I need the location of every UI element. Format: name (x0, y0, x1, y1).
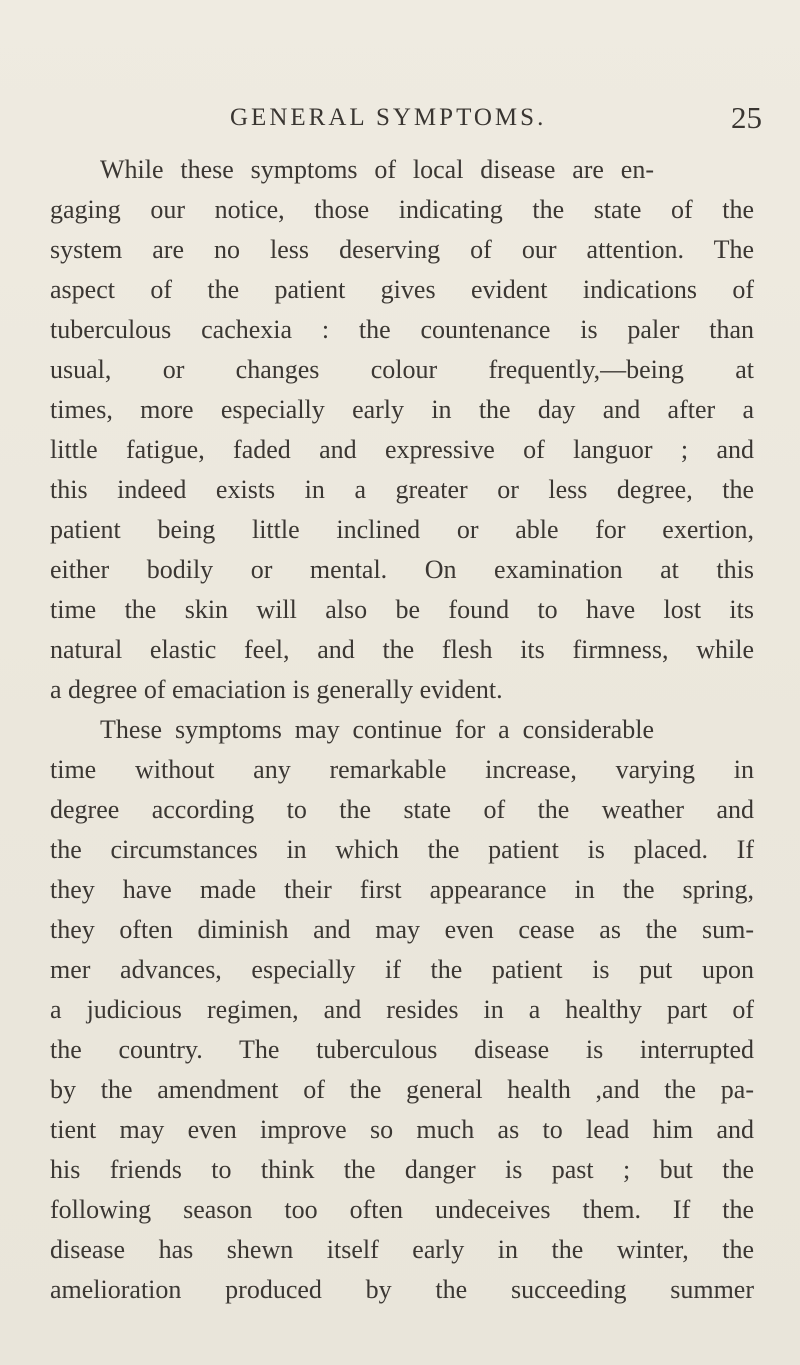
text-line: These symptoms may continue for a considerable (100, 715, 654, 744)
text-line: tuberculous cachexia : the countenance is paler than (50, 315, 754, 344)
text-line: a judicious regimen, and resides in a healthy part of (50, 995, 754, 1024)
text-line: system are no less deserving of our attention. The (50, 235, 754, 264)
text-line: the country. The tuberculous disease is interrupted (50, 1035, 754, 1064)
text-line: they have made their first appearance in the spring, (50, 875, 754, 904)
text-line: patient being little inclined or able for exertion, (50, 515, 754, 544)
text-line: by the amendment of the general health ,and the pa- (50, 1075, 754, 1104)
text-line: aspect of the patient gives evident indications of (50, 275, 754, 304)
text-line: either bodily or mental. On examination at this (50, 555, 754, 584)
text-line: times, more especially early in the day and after a (50, 395, 754, 424)
text-line: usual, or changes colour frequently,—being at (50, 355, 754, 384)
page-number: 25 (731, 100, 762, 135)
text-line: the circumstances in which the patient is placed. If (50, 835, 754, 864)
text-line: his friends to think the danger is past ; but the (50, 1155, 754, 1184)
text-line: gaging our notice, those indicating the state of the (50, 195, 754, 224)
text-line: they often diminish and may even cease as the sum- (50, 915, 754, 944)
text-line: this indeed exists in a greater or less degree, the (50, 475, 754, 504)
text-line: degree according to the state of the weather and (50, 795, 754, 824)
running-head: GENERAL SYMPTOMS. (230, 104, 547, 131)
body-text (0, 150, 800, 1320)
text-line: natural elastic feel, and the flesh its firmness, while (50, 635, 754, 664)
text-line: disease has shewn itself early in the winter, the (50, 1235, 754, 1264)
text-line: tient may even improve so much as to lead him and (50, 1115, 754, 1144)
text-line: following season too often undeceives them. If the (50, 1195, 754, 1224)
text-line: a degree of emaciation is generally evident. (50, 675, 503, 704)
text-line: little fatigue, faded and expressive of languor ; and (50, 435, 754, 464)
text-line: time the skin will also be found to have lost its (50, 595, 754, 624)
text-line: time without any remarkable increase, varying in (50, 755, 754, 784)
text-line: mer advances, especially if the patient is put upon (50, 955, 754, 984)
text-line: While these symptoms of local disease are en- (100, 155, 654, 184)
text-line: amelioration produced by the succeeding summer (50, 1275, 754, 1304)
